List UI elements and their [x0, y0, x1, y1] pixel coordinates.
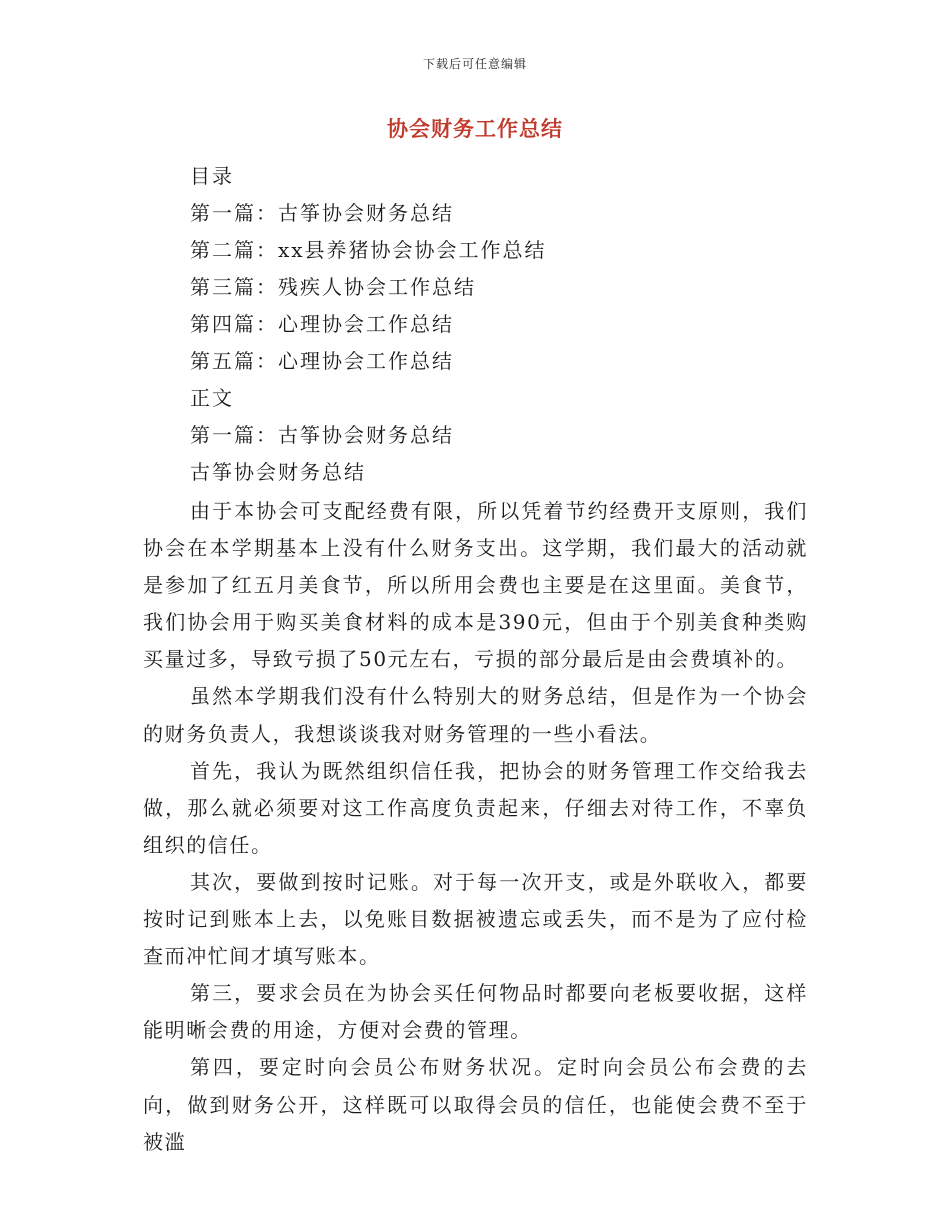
- section-heading: 第一篇：古筝协会财务总结: [190, 423, 454, 447]
- body-text: [143, 493, 808, 1161]
- paragraph: 由于本协会可支配经费有限，所以凭着节约经费开支原则，我们协会在本学期基本上没有什么财务支出。这学期，我们最大的活动就是参加了红五月美食节，所以所用会费也主要是在这里面。美食节，我们协会用于购买美食材料的成本是390元，但由于个别美食种类购买量过多，导致亏损了50元左右，亏损的部分最后是由会费填补的。: [143, 499, 808, 672]
- toc-item: 第二篇：xx县养猪协会协会工作总结: [190, 238, 547, 262]
- document-title: 协会财务工作总结: [387, 117, 563, 141]
- header-note: 下载后可任意编辑: [422, 57, 527, 71]
- toc-item: 第四篇：心理协会工作总结: [190, 312, 454, 336]
- section-subtitle: 古筝协会财务总结: [190, 460, 366, 484]
- toc-label: 目录: [190, 164, 234, 188]
- paragraph: 首先，我认为既然组织信任我，把协会的财务管理工作交给我去做，那么就必须要对这工作高度负责起来，仔细去对待工作，不辜负组织的信任。: [143, 758, 808, 857]
- paragraph: 第三，要求会员在为协会买任何物品时都要向老板要收据，这样能明晰会费的用途，方便对会费的管理。: [143, 981, 808, 1043]
- toc-item: 第一篇：古筝协会财务总结: [190, 201, 454, 225]
- toc-item: 第五篇：心理协会工作总结: [190, 349, 454, 373]
- toc-item: 第三篇：残疾人协会工作总结: [190, 275, 476, 299]
- paragraph: 第四，要定时向会员公布财务状况。定时向会员公布会费的去向，做到财务公开，这样既可以取得会员的信任，也能使会费不至于被滥: [143, 1055, 808, 1154]
- paragraph: 虽然本学期我们没有什么特别大的财务总结，但是作为一个协会的财务负责人，我想谈谈我对财务管理的一些小看法。: [143, 684, 808, 746]
- paragraph: 其次，要做到按时记账。对于每一次开支，或是外联收入，都要按时记到账本上去，以免账目数据被遗忘或丢失，而不是为了应付检查而冲忙间才填写账本。: [143, 869, 808, 969]
- body-label: 正文: [190, 386, 234, 410]
